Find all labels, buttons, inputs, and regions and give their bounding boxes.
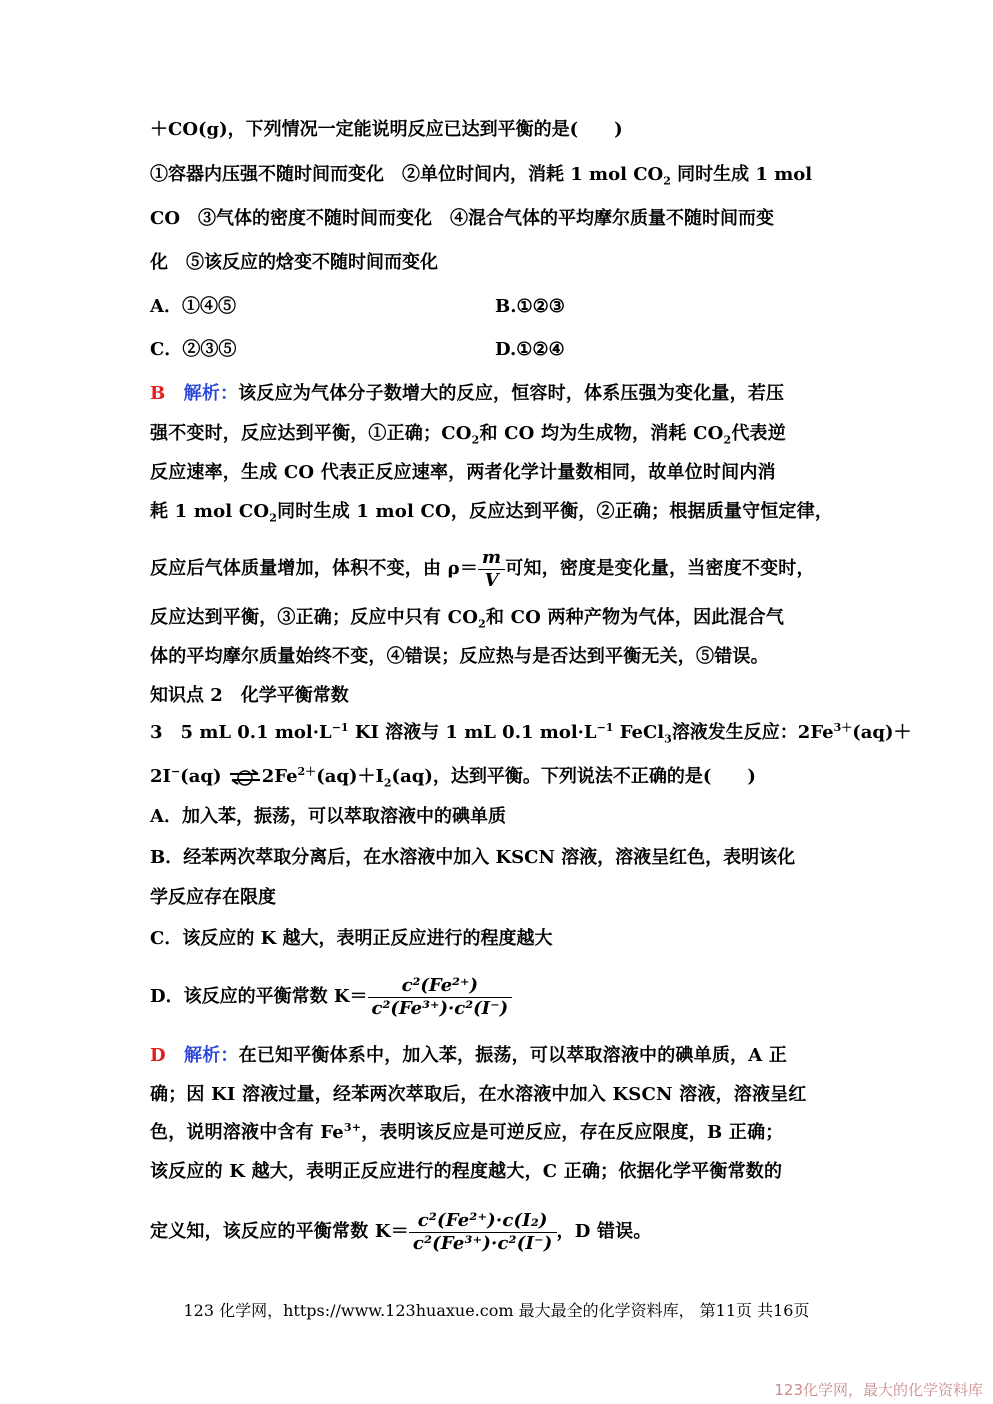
page-footer: 123 化学网，https://www.123huaxue.com 最大最全的化学资料库， 第11页 共16页 — [183, 1301, 810, 1320]
explanation-line: 耗 1 mol $CO_2$同时生成 1 mol CO，反应达到平衡，②正确；根据质量守恒定律， — [150, 501, 834, 525]
option-b: B．经苯两次萃取分离后，在水溶液中加入 KSCN 溶液，溶液呈红色，表明该化 — [150, 847, 796, 868]
explanation-line: D 解析：在已知平衡体系中，加入苯，振荡，可以萃取溶液中的碘单质，A 正 — [150, 1045, 788, 1066]
question-line: 3 5 mL 0.1 $mol\cdot L^{-1}$ KI 溶液与 1 mL 0.1 $mol\cdot L^{-1}$ FeCl$_3$溶液发生反应：$2Fe^{3+}(aq)+$ — [150, 721, 912, 746]
explanation-line: 反应后气体质量增加，体积不变，由 ρ＝ $\frac{m}{V}$ 可知，密度是变化量，当密度不变时， — [150, 546, 815, 591]
question-line: CO ③气体的密度不随时间而变化 ④混合气体的平均摩尔质量不随时间而变 — [150, 208, 775, 229]
section-heading: 知识点 2 化学平衡常数 — [150, 685, 349, 706]
density-fraction: $\frac{m}{V}$ — [478, 547, 505, 592]
option-d: D.①②④ — [495, 339, 565, 360]
k-fraction-full: $\frac{\text{c²(Fe²⁺)·c(I₂)}}{\text{c²(Fe³⁺)·c²(I⁻)}}$ — [409, 1210, 557, 1255]
explanation-line: 体的平均摩尔质量始终不变，④错误；反应热与是否达到平衡无关，⑤错误。 — [150, 646, 769, 667]
option-a: A．加入苯，振荡，可以萃取溶液中的碘单质 — [150, 806, 506, 827]
option-b: B.①②③ — [495, 296, 565, 317]
explanation-line: 该反应的 K 越大，表明正反应进行的程度越大，C 正确；依据化学平衡常数的 — [150, 1161, 783, 1182]
explanation-line: 强不变时，反应达到平衡，①正确；$CO_2$和 CO 均为生成物，消耗 $CO_2$代表逆 — [150, 423, 786, 447]
question-line: 化 ⑤该反应的焓变不随时间而变化 — [150, 252, 438, 273]
explanation-line: 定义知，该反应的平衡常数 K＝ $\frac{\text{c²(Fe²⁺)·c(I₂)}}{\text{c²(Fe³⁺)·c²(I⁻)}}$ ，D 错误。 — [150, 1209, 652, 1254]
explanation-line: 色，说明溶液中含有 $Fe^{3+}$，表明该反应是可逆反应，存在反应限度，B 正确； — [150, 1121, 784, 1143]
option-c: C．该反应的 K 越大，表明正反应进行的程度越大 — [150, 928, 553, 949]
explanation-line: B 解析：该反应为气体分子数增大的反应，恒容时，体系压强为变化量，若压 — [150, 383, 785, 404]
explanation-line: 确；因 KI 溶液过量，经苯两次萃取后，在水溶液中加入 KSCN 溶液，溶液呈红 — [150, 1084, 807, 1105]
option-b-cont: 学反应存在限度 — [150, 887, 276, 908]
explanation-line: 反应达到平衡，③正确；反应中只有 $CO_2$和 CO 两种产物为气体，因此混合气 — [150, 607, 785, 631]
question-line: 2I−(aq) $2Fe^{2+}(aq)+I_2(aq)$，达到平衡。下列说法不正确的是( ) — [150, 765, 756, 790]
option-c: C．②③⑤ — [150, 339, 237, 360]
question-line: ＋CO(g)，下列情况一定能说明反应已达到平衡的是( ) — [150, 119, 623, 140]
k-fraction: $\frac{\text{c²(Fe²⁺)}}{\text{c²(Fe³⁺)·c²(I⁻)}}$ — [368, 975, 513, 1020]
watermark: 123化学网，最大的化学资料库 — [774, 1381, 983, 1399]
question-line: ①容器内压强不随时间而变化 ②单位时间内，消耗 1 mol $CO_2$ 同时生成 1 mol — [150, 164, 813, 188]
option-a: A．①④⑤ — [150, 296, 236, 317]
equilibrium-arrow-icon — [228, 768, 262, 786]
explanation-line: 反应速率，生成 CO 代表正反应速率，两者化学计量数相同，故单位时间内消 — [150, 462, 776, 483]
option-d: D．该反应的平衡常数 K＝ $\frac{\text{c²(Fe²⁺)}}{\text{c²(Fe³⁺)·c²(I⁻)}}$ — [150, 972, 512, 1022]
